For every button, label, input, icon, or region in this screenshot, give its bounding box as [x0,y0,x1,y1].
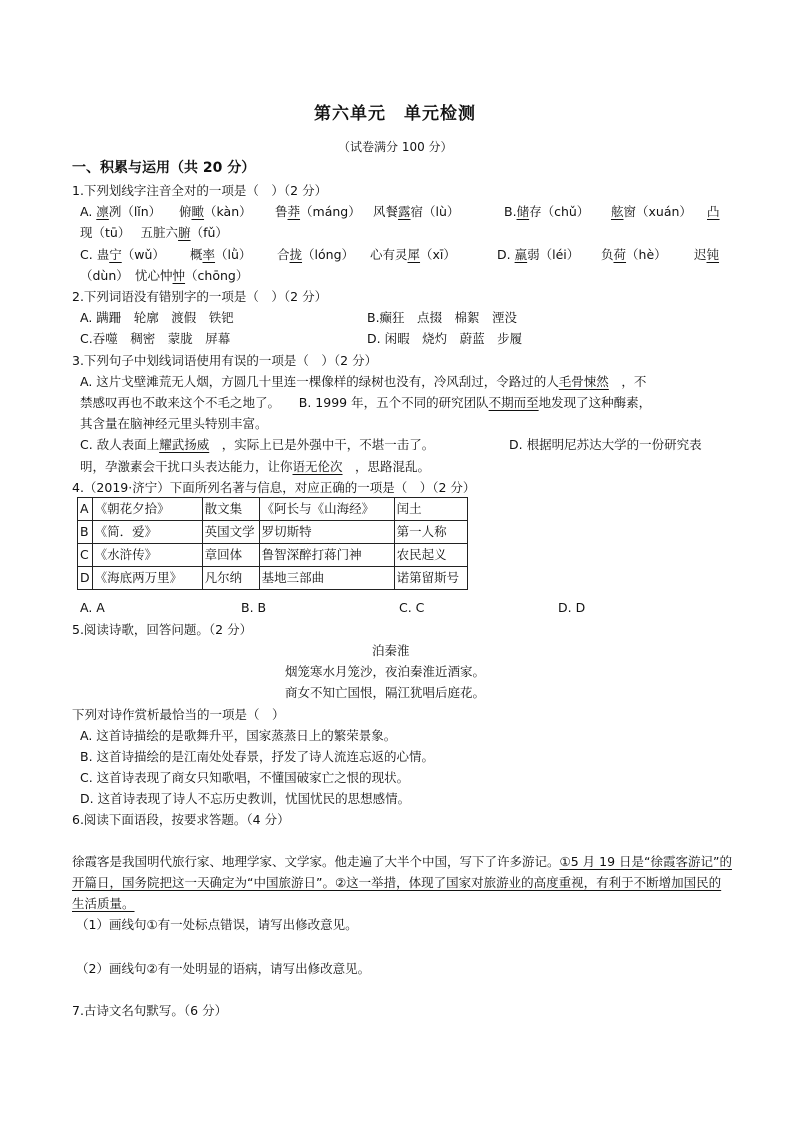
q3-stem: 3.下列句子中划线词语使用有误的一项是（ ）（2 分） [72,353,378,368]
q1-c-w2-underline: 率 [202,247,216,262]
q2-option-a: A. 蹒跚 轮廓 渡假 铁钯 [80,310,234,325]
section-heading: 一、积累与运用（共 20 分） [72,160,256,176]
q1-a-w3-reading: （máng） [300,204,361,219]
q1-b-w2-rest: 窗（xuán） [623,204,692,219]
q1-c-w4-text: 心有灵 [370,247,408,262]
table-cell: 《海底两万里》 [92,567,202,590]
q4-option-c: C. C [399,600,425,615]
q3-a-line2-text: 禁感叹再也不敢来这个不毛之地了。 [80,395,274,410]
table-cell: 散文集 [202,498,259,521]
q1-d-line2-reading: （chōng） [185,268,249,283]
q1-c-word3 [277,244,354,265]
table-cell: 章回体 [202,544,259,567]
q3-d-underline: 语无伦次 [292,459,343,474]
q1-option-c [80,244,165,265]
poem-line-2: 商女不知亡国恨，隔江犹唱后庭花。 [285,685,486,700]
q4-option-a: A. A [80,600,105,615]
q1-c-w3-text: 合 [277,247,290,262]
q1-d-w3-underline: 钝 [706,247,720,262]
q5-option-c: C. 这首诗表现了商女只知歌唱，不懂国破家亡之恨的现状。 [80,770,410,785]
q3-option-a-line2 [80,392,651,413]
q3-a-underline: 毛骨悚然 [558,374,609,389]
q1-d-w1-rest: 弱（léi） [527,247,580,262]
table-cell: D [78,567,93,590]
q1-c-w3-reading: （lóng） [302,247,355,262]
q1-a-word3 [275,201,361,222]
q1-b-w4-underline: 腑 [178,225,191,240]
q1-c-w1-text: 蛊 [96,247,110,262]
q6-sub1: （1）画线句①有一处标点错误，请写出修改意见。 [76,917,358,932]
table-cell: 闰土 [394,498,467,521]
q1-a-word4 [373,201,459,222]
q5-option-d: D. 这首诗表现了诗人不忘历史教训，忧国忧民的思想感情。 [80,791,411,806]
q3-a-text: A. 这片戈壁滩荒无人烟，方圆几十里连一棵像样的绿树也没有，冷风刮过，令路过的人 [80,374,559,389]
q3-option-d: D. 根据明尼苏达大学的一份研究表 [509,437,702,452]
q1-b-word3 [707,201,720,222]
q1-c-w3-underline: 拢 [289,247,303,262]
table-cell: 罗切斯特 [259,521,394,544]
q3-option-b-line2: 其含量在脑神经元里头特别丰富。 [80,416,268,431]
q1-b-w2-underline: 舷 [611,204,624,219]
table-cell: 《简．爱》 [92,521,202,544]
q1-c-w1-reading: （wǔ） [121,247,165,262]
works-table [77,497,468,590]
q1-c-w4-underline: 犀 [407,247,421,262]
q2-option-b: B.癫狂 点掇 棉絮 湮没 [367,310,518,325]
q1-a-w4-underline: 露 [398,204,411,219]
q3-b-text: B. 1999 年，五个不同的研究团队 [298,395,489,410]
q2-stem: 2.下列词语没有错别字的一项是（ ）（2 分） [72,289,328,304]
q3-c-tail: ，实际上已是外强中干，不堪一击了。 [221,437,435,452]
q4-option-d: D. D [558,600,586,615]
q5-ask: 下列对诗作赏析最恰当的一项是（ ） [72,707,285,722]
q2-option-c: C.吞噬 稠密 蒙胧 屏幕 [80,331,231,346]
q1-c-w2-reading: （lǜ） [215,247,252,262]
poem-title: 泊秦淮 [372,643,410,658]
q1-d-w2-underline: 荷 [613,247,627,262]
q3-d-text: 明，孕激素会干扰口头表达能力，让你 [80,459,293,474]
q1-c-w1-underline: 宁 [109,247,122,262]
q1-b-word2 [611,201,692,222]
q4-stem: 4.（2019·济宁）下面所列名著与信息，对应正确的一项是（ ）（2 分） [72,480,476,495]
table-cell: 凡尔纳 [202,567,259,590]
q1-a-w4-rest: 宿（lù） [410,204,460,219]
q1-b-w1-underline: 储 [516,204,530,219]
q3-option-c [80,434,434,455]
q1-c-w2-text: 概 [190,247,203,262]
q1-d-line2-text: （dùn） 忧心忡 [80,268,173,283]
q1-c-label: C. [80,247,93,262]
q1-d-w3-text: 迟 [694,247,707,262]
table-cell: B [78,521,93,544]
table-cell: 鲁智深醉打蒋门神 [259,544,394,567]
q1-c-word2 [190,244,251,265]
q1-c-word4 [370,244,456,265]
q1-b-w4-reading: （fǔ） [190,225,228,240]
q1-a-w2-text: 俯 [179,204,192,219]
q3-option-d-line2 [80,456,430,477]
table-cell: 第一人称 [394,521,467,544]
q5-stem: 5.阅读诗歌，回答问题。（2 分） [72,622,253,637]
q1-a-w3-underline: 莽 [287,204,301,219]
q1-a-label: A. [80,204,93,219]
page-subtitle: （试卷满分 100 分） [338,140,453,154]
table-cell: 《朝花夕拾》 [92,498,202,521]
q5-option-b: B. 这首诗描绘的是江南处处春景，抒发了诗人流连忘返的心情。 [80,749,435,764]
q1-stem: 1.下列划线字注音全对的一项是（ ）（2 分） [72,183,328,198]
q1-a-w1-rest: 冽（lǐn） [108,204,162,219]
table-cell: 农民起义 [394,544,467,567]
q6-passage [72,851,732,914]
q6-passage-underlined: ①5 月 19 日是“徐霞客游记”的开篇日，国务院把这一天确定为“中国旅游日”。②这一举措，体现了国家对旅游业的高度重视，有利于不断增加国民的生活质量。 [72,854,732,911]
q1-b-line2 [80,222,228,243]
page-title: 第六单元 单元检测 [314,104,476,124]
table-cell: 《阿长与《山海经》 [259,498,394,521]
q1-c-w4-reading: （xī） [420,247,456,262]
q1-d-w2-reading: （hè） [626,247,667,262]
q6-passage-text: 徐霞客是我国明代旅行家、地理学家、文学家。他走遍了大半个中国，写下了许多游记。 [72,854,560,869]
table-cell: 英国文学 [202,521,259,544]
q1-a-w3-text: 鲁 [275,204,288,219]
q3-c-underline: 耀武扬威 [159,437,210,452]
table-row [78,567,468,590]
table-cell: A [78,498,93,521]
table-cell: 诺第留斯号 [394,567,467,590]
q6-sub2: （2）画线句②有一处明显的语病，请写出修改意见。 [76,961,371,976]
q1-d-w1-underline: 羸 [514,247,528,262]
table-cell: C [78,544,93,567]
q1-a-w1-underline: 凛 [96,204,109,219]
q1-d-label: D. [497,247,511,262]
table-cell: 基地三部曲 [259,567,394,590]
q2-option-d: D. 闲暇 烧灼 蔚蓝 步履 [367,331,523,346]
q1-a-w4-text: 风餐 [373,204,399,219]
table-row [78,521,468,544]
q1-a-word2 [179,201,252,222]
q1-option-b [504,201,589,222]
q1-d-line2-underline: 忡 [172,268,186,283]
table-row [78,544,468,567]
q1-option-a [80,201,161,222]
q3-d-tail: ，思路混乱。 [355,459,431,474]
q4-option-b: B. B [241,600,267,615]
q1-d-word3 [694,244,719,265]
q7-stem: 7.古诗文名句默写。（6 分） [72,1003,228,1018]
q6-stem: 6.阅读下面语段，按要求答题。（4 分） [72,812,290,827]
q3-b-underline: 不期而至 [488,395,539,410]
q1-a-w2-reading: （kàn） [204,204,252,219]
q3-b-tail: 地发现了这种酶素， [538,395,652,410]
q5-option-a: A. 这首诗描绘的是歌舞升平，国家蒸蒸日上的繁荣景象。 [80,728,397,743]
q1-b-w1-rest: 存（chǔ） [529,204,590,219]
q1-d-line2 [80,265,248,286]
poem-line-1: 烟笼寒水月笼沙，夜泊秦淮近酒家。 [285,664,486,679]
q3-option-a-line1 [80,371,646,392]
q1-option-d [497,244,579,265]
q3-c-text: C. 敌人表面上 [80,437,160,452]
q1-d-w2-text: 负 [601,247,614,262]
table-cell: 《水浒传》 [92,544,202,567]
q1-a-w2-underline: 瞰 [191,204,205,219]
q3-a-tail: ，不 [621,374,647,389]
q1-b-line2-text: 现（tū） 五脏六 [80,225,179,240]
q1-b-w3-underline: 凸 [707,204,720,219]
table-row [78,498,468,521]
q1-b-label: B. [504,204,517,219]
q1-d-word2 [601,244,667,265]
